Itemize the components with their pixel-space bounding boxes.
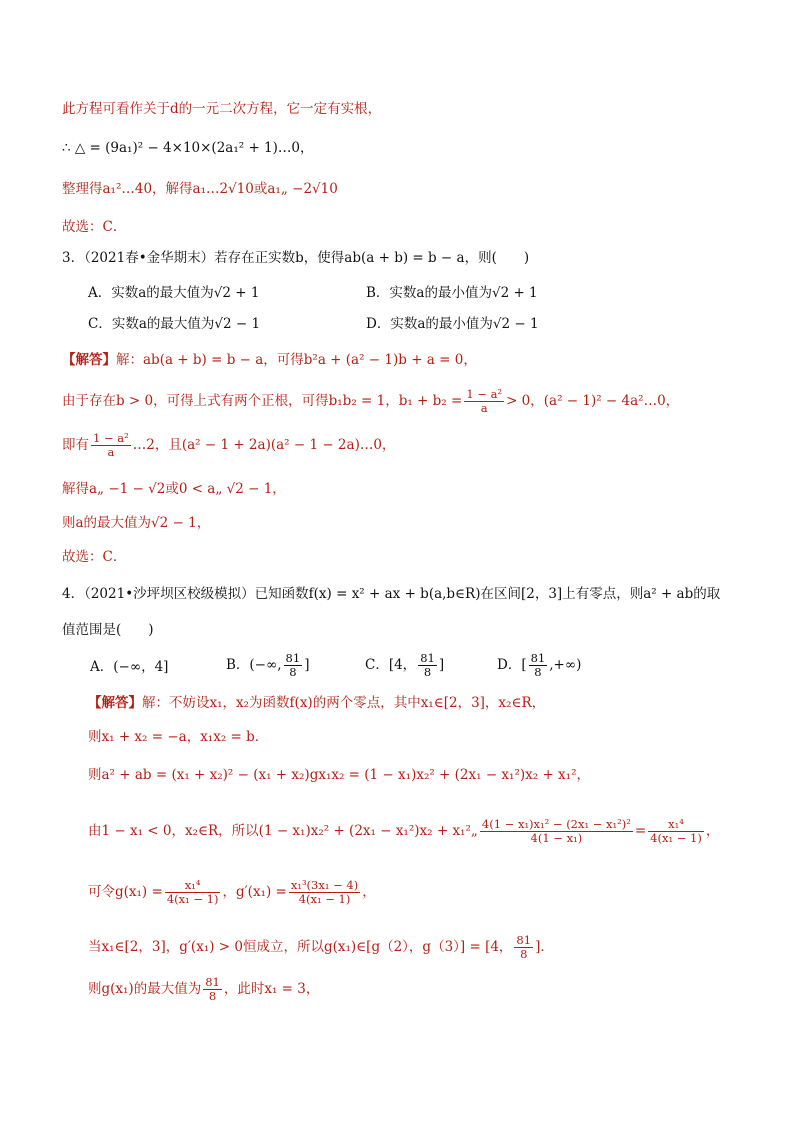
q4-solution-text-6b: ]． (535, 939, 554, 955)
q2-solution-line-1: 此方程可看作关于d的一元二次方程，它一定有实根， (62, 101, 382, 117)
fraction (284, 652, 303, 679)
q4-solution-line-6 (88, 934, 554, 961)
q4-stem-line-1: 4．（2021•沙坪坝区校级模拟）已知函数f(x) = x² + ax + b(a,b∈R)在区间[2，3]上有零点，则a² + ab的取 (62, 586, 721, 602)
q3-solution-text-3a: 即有 (62, 437, 89, 453)
fraction-numerator: 81 (420, 651, 435, 665)
option-suffix: ,+∞) (549, 657, 582, 673)
q3-solution-line-3 (62, 432, 395, 459)
q4-solution-text-4a: 由1 − x₁ < 0，x₂∈R，所以(1 − x₁)x₂² + (2x₁ − x₁²)x₂ + x₁²„ (88, 823, 478, 839)
fraction-denominator: 8 (208, 989, 217, 1003)
fraction-denominator: 8 (423, 665, 432, 679)
q3-solution-text-2a: 由于存在b > 0，可得上式有两个正根，可得b₁b₂ = 1，b₁ + b₂ = (62, 393, 463, 409)
q4-solution-line-1 (88, 694, 545, 712)
fraction-numerator: x₁³(3x₁ − 4) (290, 878, 359, 892)
q3-solution-line-4: 解得a„ −1 − √2或0 < a„ √2 − 1， (62, 481, 286, 497)
fraction-denominator: 8 (289, 665, 297, 679)
equals-sign: = (634, 823, 647, 839)
q4-option-b (226, 652, 309, 679)
q3-solution-text-1: 解：ab(a + b) = b − a，可得b²a + (a² − 1)b + a = 0， (116, 352, 477, 368)
fraction-numerator: x₁⁴ (165, 879, 221, 893)
q4-solution-line-3: 则a² + ab = (x₁ + x₂)² − (x₁ + x₂)gx₁x₂ = (1 − x₁)x₂² + (2x₁ − x₁²)x₂ + x₁²， (88, 767, 590, 783)
q4-option-d (497, 652, 581, 679)
option-suffix: ] (438, 657, 445, 673)
fraction (289, 879, 360, 906)
fraction (529, 652, 548, 679)
q4-solution-text-5a: 可令g(x₁) = (88, 884, 163, 900)
fraction-numerator: x₁⁴ (648, 818, 704, 832)
q4-stem-line-2: 值范围是( ) (62, 622, 154, 638)
fraction-denominator: 4(x₁ − 1) (650, 831, 702, 845)
q3-solution-text-3b: …2，且(a² − 1 + 2a)(a² − 1 − 2a)…0， (132, 437, 396, 453)
q4-solution-text-1: 解：不妨设x₁，x₂为函数f(x)的两个零点，其中x₁∈[2，3]，x₂∈R， (142, 695, 546, 711)
fraction-numerator: 81 (285, 651, 301, 665)
q4-solution-text-7a: 则g(x₁)的最大值为 (88, 981, 202, 997)
fraction-denominator: a (107, 445, 115, 459)
q4-solution-text-5b: ，g′(x₁) = (222, 884, 287, 900)
q4-solution-text-6a: 当x₁∈[2，3]，g′(x₁) > 0恒成立，所以g(x₁)∈[g（2），g（3）] = [4， (88, 939, 513, 955)
fraction (464, 388, 504, 415)
q4-solution-text-5c: ， (362, 884, 376, 900)
q4-solution-line-5 (88, 879, 376, 906)
fraction-denominator: 4(x₁ − 1) (166, 892, 219, 906)
answer-label: 【解答】 (62, 352, 116, 368)
q3-solution-line-1 (62, 351, 477, 369)
q3-stem: 3．（2021春•金华期末）若存在正实数b，使得ab(a + b) = b − a，则( ) (62, 250, 530, 266)
fraction (91, 432, 131, 459)
q4-solution-text-7b: ，此时x₁ = 3， (223, 981, 320, 997)
option-suffix: ] (304, 657, 310, 673)
option-prefix: D．[ (497, 657, 527, 673)
fraction-denominator: a (480, 401, 488, 415)
q3-option-d: D．实数a的最小值为√2 − 1 (366, 316, 539, 332)
fraction-denominator: 4(x₁ − 1) (298, 892, 351, 906)
q2-solution-line-2: ∴ △ = (9a₁)² − 4×10×(2a₁² + 1)…0， (62, 140, 314, 156)
fraction (165, 879, 221, 906)
fraction-denominator: 8 (534, 665, 542, 679)
fraction-numerator: 81 (516, 933, 532, 947)
q3-solution-text-2b: > 0，(a² − 1)² − 4a²…0， (506, 393, 680, 409)
fraction-numerator: 81 (530, 651, 546, 665)
q3-option-a: A．实数a的最大值为√2 + 1 (88, 285, 260, 301)
q4-option-c (365, 652, 444, 679)
fraction (418, 652, 437, 679)
fraction (648, 818, 704, 845)
q4-solution-line-4 (88, 818, 719, 845)
answer-label: 【解答】 (88, 695, 142, 711)
q3-solution-line-6: 故选：C． (62, 549, 127, 565)
option-prefix: B．(−∞, (226, 657, 282, 673)
q4-option-a: A．(−∞，4] (90, 659, 169, 675)
q2-solution-line-3: 整理得a₁²…40，解得a₁…2√10或a₁„ −2√10 (62, 181, 338, 197)
q4-solution-line-7 (88, 976, 319, 1003)
option-prefix: C．[4， (365, 657, 417, 673)
fraction-denominator: 4(1 − x₁) (530, 831, 583, 845)
q3-solution-line-5: 则a的最大值为√2 − 1， (62, 515, 211, 531)
fraction (203, 976, 222, 1003)
fraction (514, 934, 533, 961)
fraction-numerator: 1 − a² (466, 387, 503, 401)
fraction (480, 818, 633, 845)
q4-solution-text-4b: ， (705, 823, 720, 839)
q4-solution-line-2: 则x₁ + x₂ = −a，x₁x₂ = b． (88, 729, 269, 745)
fraction-numerator: 81 (205, 975, 220, 989)
q3-option-b: B．实数a的最小值为√2 + 1 (366, 285, 538, 301)
fraction-numerator: 1 − a² (93, 431, 129, 445)
fraction-denominator: 8 (520, 947, 528, 961)
q2-solution-line-4: 故选：C． (62, 219, 127, 235)
fraction-numerator: 4(1 − x₁)x₁² − (2x₁ − x₁²)² (481, 817, 631, 831)
q3-solution-line-2 (62, 388, 679, 415)
q3-option-c: C．实数a的最大值为√2 − 1 (88, 316, 261, 332)
